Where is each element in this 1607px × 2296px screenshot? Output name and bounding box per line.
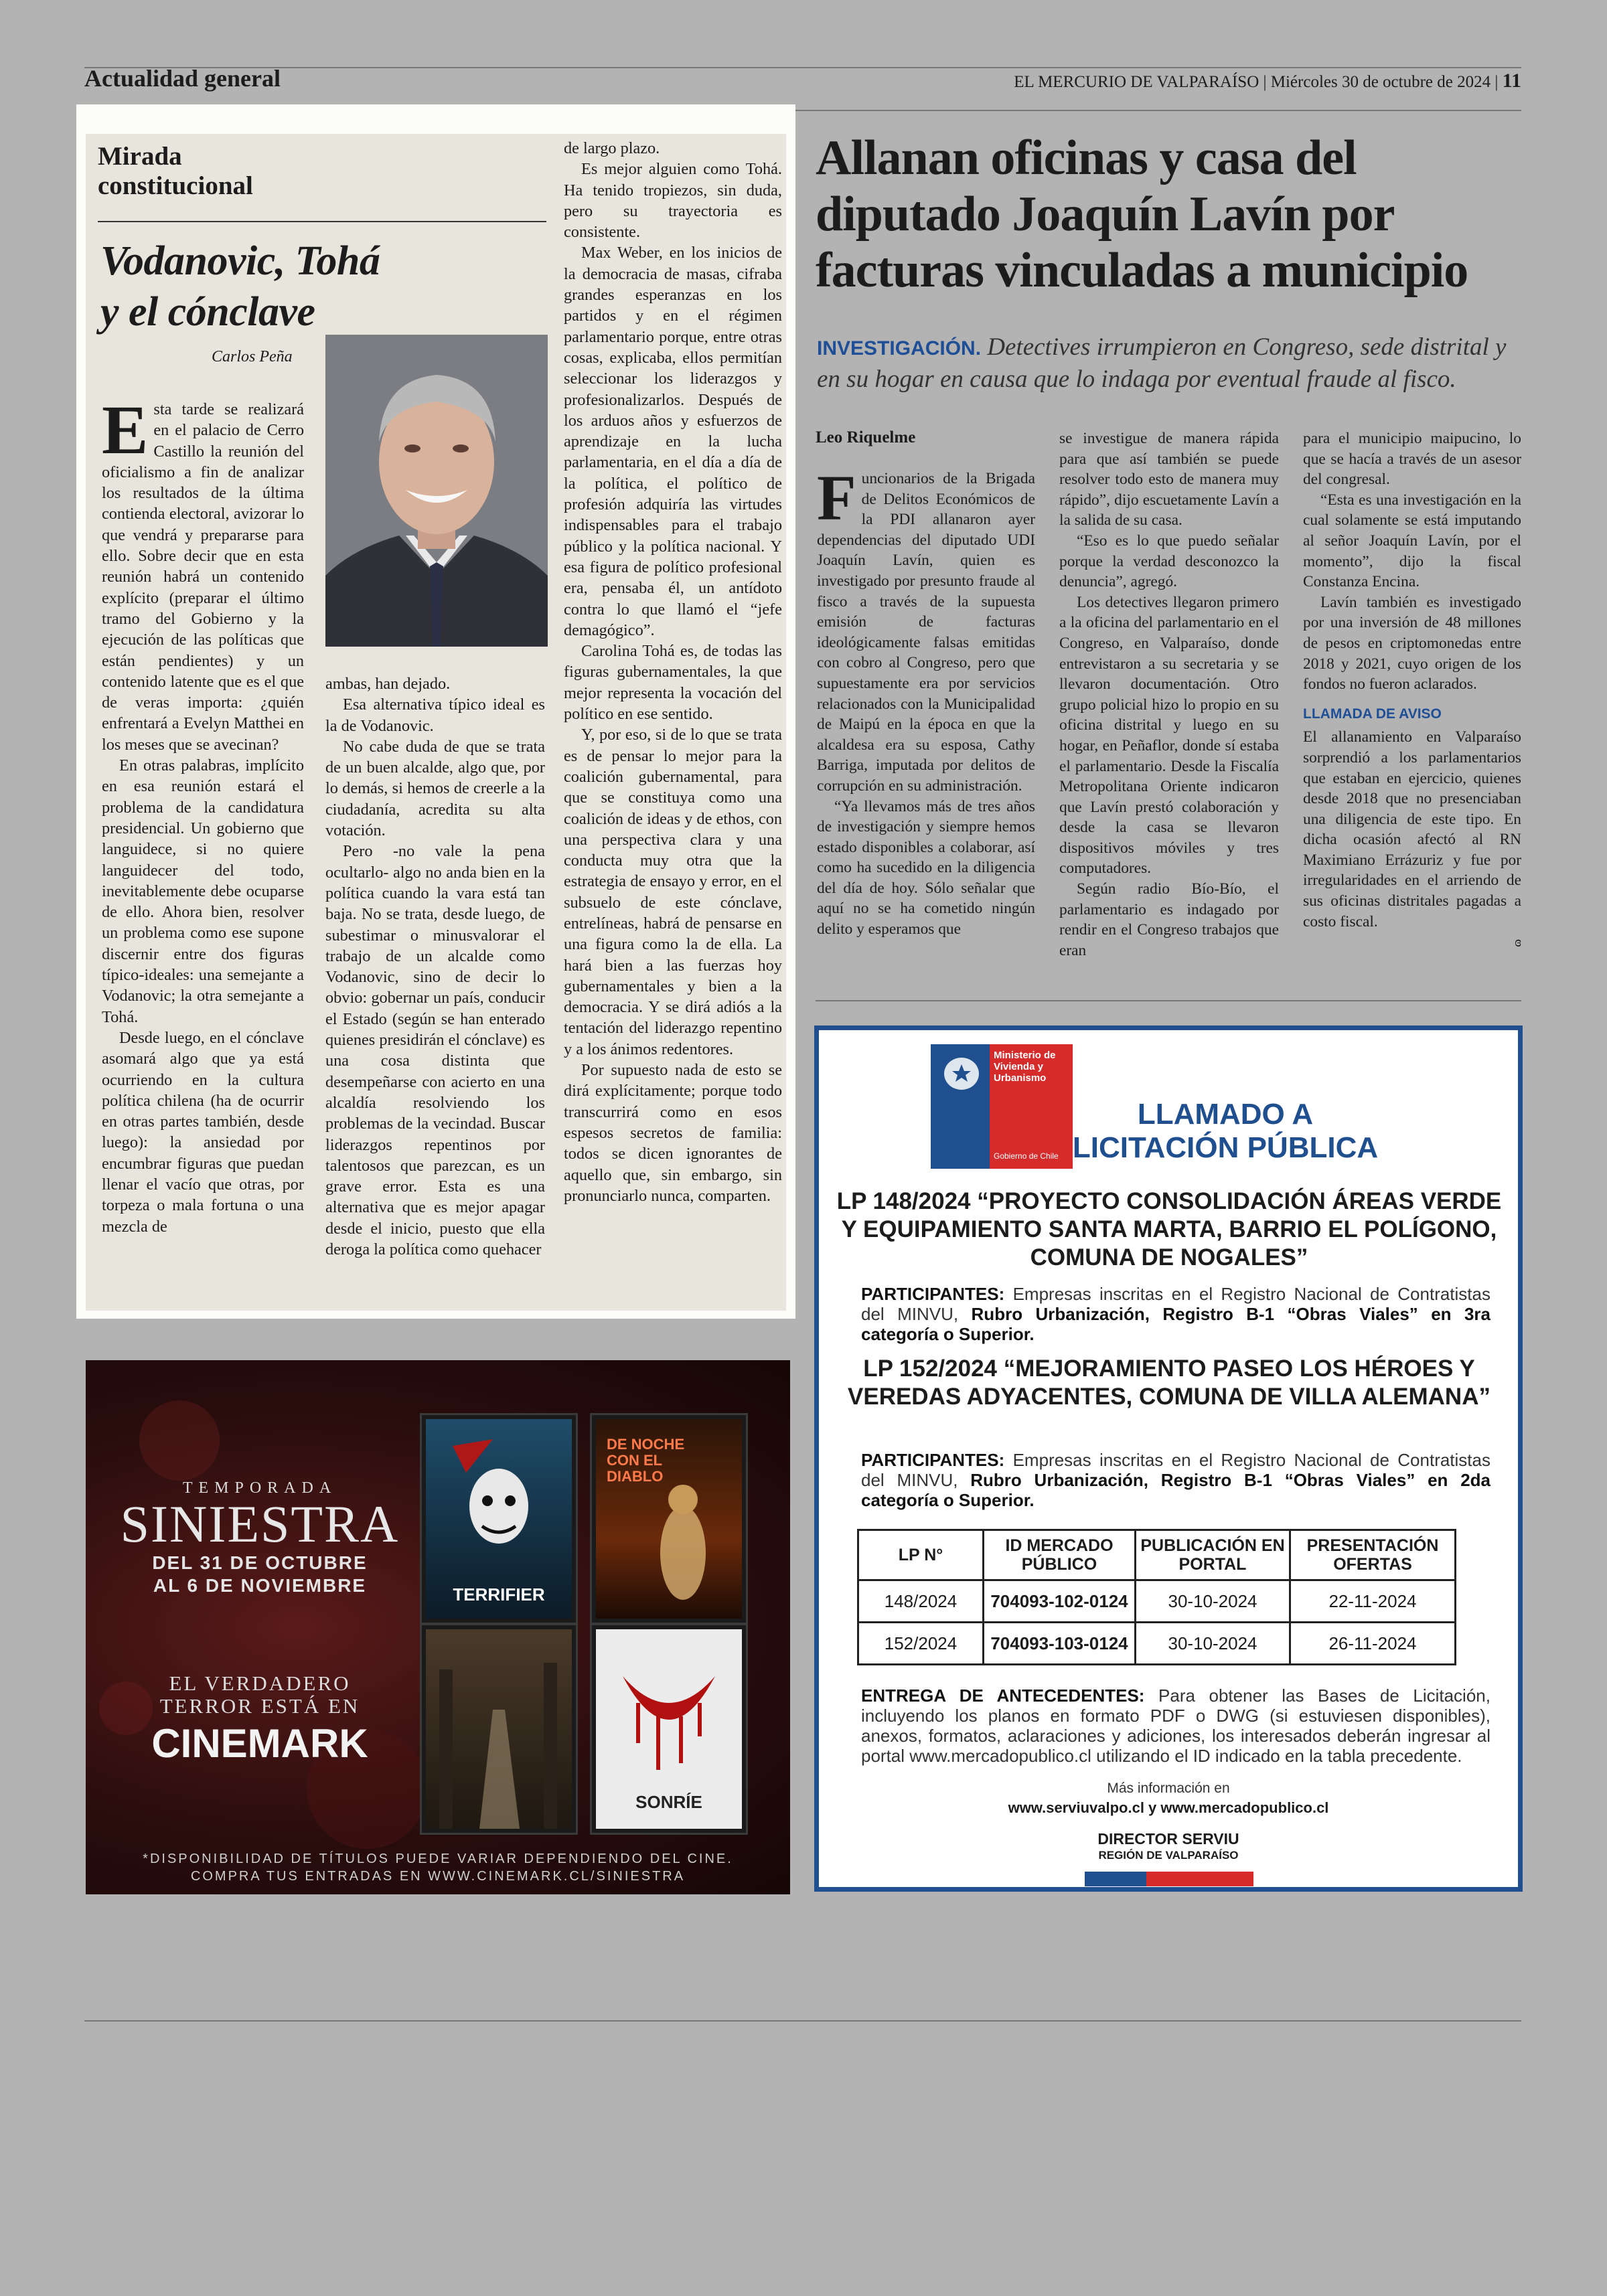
table-cell: 704093-102-0124 <box>984 1580 1136 1623</box>
entrega-label: ENTREGA DE ANTECEDENTES: <box>861 1686 1145 1706</box>
minvu-logo <box>931 1044 1073 1169</box>
paragraph: Es mejor alguien como Tohá. Ha tenido tropiezos, sin duda, pero su trayectoria es consistente. <box>564 160 782 242</box>
news-text-col1 <box>817 462 1035 940</box>
coat-of-arms-icon <box>935 1048 988 1095</box>
paragraph: “Eso es lo que puedo señalar porque la verdad desconozco la denuncia”, agregó. <box>1059 531 1279 591</box>
paragraph: sta tarde se realizará en el palacio de Cerro Castillo la reunión del oficialismo a fin de analizar los resultados de la última contienda electoral, avizorar lo que vendrá y prepararse para ello. Sobre decir que en esta reunión habrá un contenido explícito (preparar el último tramo del Gobierno y la ejecución de las políticas que están pendientes) y un contenido latente que es el que de veras importa: ¿quién enfrentará a Evelyn Matthei en los meses que se avecinan? <box>102 400 304 754</box>
lp1-requirement: Rubro Urbanización, Registro B-1 “Obras Viales” en 3ra categoría o Superior. <box>861 1304 1490 1344</box>
paragraph: “Ya llevamos más de tres años de investigación y siempre hemos estado disponibles a colaborar, así como ha sucedido en la diligencia del día de hoy. Sólo señalar que aquí no se ha cometido ningún delito y esperamos que <box>817 797 1035 938</box>
poster-de-noche-con-el-diablo[interactable] <box>592 1415 746 1623</box>
column-kicker: Mirada constitucional <box>98 142 253 200</box>
poster-sonrie[interactable] <box>592 1625 746 1833</box>
lp1-label: PARTICIPANTES: <box>861 1284 1005 1304</box>
paragraph: Pero -no vale la pena ocultarlo- algo no anda bien en la política cuando la vara está tan baja. No se trata, desde luego, de subestimar o minusvalorar el trabajo de un alcalde como Vodanovic, sino de decir lo obvio: gobernar un país, conducir el Estado (según se han enterado quienes presidirán el cónclave) es una cosa distinta que desempeñarse con acierto en una alcaldía resolviendo los problemas de la vecindad. Buscar liderazgos repentinos por talentosos que parezcan, es un grave error. Esta es una alternativa que es mejor apagar desde el inicio, puesto que ella deroga la política como quehacer <box>325 842 545 1259</box>
paragraph: Los detectives llegaron primero a la oficina del parlamentario en el Congreso, en Valparaíso, donde entrevistaron a su secretaria y se llevaron documentación. Otro grupo policial hizo lo propio en su oficina distrital y luego en su hogar, en Peñaflor, donde sí estaba el parlamentario. Desde la Fiscalía Metropolitana Oriente indicaron que Lavín prestó colaboración y desde la casa se llevaron dispositivos móviles y tres computadores. <box>1059 593 1279 878</box>
paragraph: ambas, han dejado. <box>325 675 451 693</box>
paragraph: “Esta es una investigación en la cual solamente se está imputando al señor Joaquín Lavín, por el momento”, dijo la fiscal Constanza Encina. <box>1303 491 1521 591</box>
aside-tag: LLAMADA DE AVISO <box>1303 706 1442 722</box>
aside-paragraph: El allanamiento en Valparaíso sorprendió a los parlamentarios que estaban en ejercicio, quienes desde 2018 que no presenciaban una diligencia de este tipo. En dicha ocasión afectó al RN Maximiano Errázuriz y fue por irregularidades en el arriendo de sus oficinas distritales pagadas a costo fiscal. <box>1303 728 1521 930</box>
table-header: LP N° <box>858 1530 984 1580</box>
lp2-requirement: Rubro Urbanización, Registro B-1 “Obras Viales” en 2da categoría o Superior. <box>861 1470 1490 1510</box>
paragraph: uncionarios de la Brigada de Delitos Económicos de la PDI allanaron ayer dependencias del diputado UDI Joaquín Lavín, quien es investigado por presunto fraude al fisco a través de la supuesta emisión de facturas ideológicamente falsas emitidas con cobro al Congreso, pero que supuestamente era por servicios relacionados con la Municipalidad de Maipú en la época en que la alcaldesa era su esposa, Cathy Barriga, imputada por delitos de corrupción en su administración. <box>817 470 1035 795</box>
entrega-text: Para obtener las Bases de Licitación, incluyendo los planos en formato PDF o DWG (si estuviesen disponibles), anexos, formatos, aclaraciones y adiciones, los interesados deberán ingresar al portal www.mercadopublico.cl utilizando el ID indicado en la tabla precedente. <box>861 1686 1490 1766</box>
table-header-row <box>858 1530 1456 1580</box>
news-subhead <box>817 332 1527 395</box>
table-cell: 152/2024 <box>858 1623 984 1665</box>
cinema-footnote: *DISPONIBILIDAD DE TÍTULOS PUEDE VARIAR DEPENDIENDO DEL CINE. COMPRA TUS ENTRADAS EN WWW.CINEMARK.CL/SINIESTRA <box>143 1852 733 1884</box>
news-headline: Allanan oficinas y casa del diputado Joaquín Lavín por facturas vinculadas a municipio <box>816 131 1468 298</box>
paragraph: Lavín también es investigado por una inversión de 48 millones de pesos en criptomonedas entre 2018 y 2021, cuyo origen de los fondos no fueron aclarados. <box>1303 593 1521 693</box>
forest-path-icon <box>426 1629 572 1829</box>
paragraph: se investigue de manera rápida para que así también se puede resolver todo esto de manera muy rápido”, dijo escuetamente Lavín a la salida de su casa. <box>1059 430 1279 529</box>
page-number: 11 <box>1502 70 1521 92</box>
masthead-paper: EL MERCURIO DE VALPARAÍSO | Miércoles 30 de octubre de 2024 | <box>1014 73 1499 91</box>
column-text-col3 <box>564 138 782 1206</box>
lp2-participants <box>861 1450 1490 1510</box>
paragraph: En otras palabras, implícito en esa reunión estará el problema de la candidatura presidencial. Un gobierno que languidece, si no quiere languidecer del todo, inevitablemente debe ocuparse de ello. Ahora bien, resolver un problema como ese supone discernir entre dos figuras típico-ideales: una semejante a Vodanovic; la otra semejante a Tohá. <box>102 756 304 1026</box>
paragraph: Por supuesto nada de esto se dirá explícitamente; porque todo transcurrirá como en esos espesos secretos de familia: todos se dicen ignorantes de aquello que, sin embargo, sin pronunciarlo nunca, comparten. <box>564 1061 782 1205</box>
paragraph: No cabe duda de que se trata de un buen alcalde, algo que, por lo demás, si hemos de creerle a la ciudadanía, acredita su alta votación. <box>325 737 545 840</box>
flag-stripe-blue <box>1085 1872 1146 1886</box>
table-cell: 26-11-2024 <box>1290 1623 1456 1665</box>
paragraph: Max Weber, en los inicios de la democracia de masas, cifraba grandes esperanzas en los partidos y en el régimen parlamentario porque, entre otras cosas, explicaba, ellos permitían seleccionar los liderazgos y profesionalizarlos. Después de los arduos años y esfuerzos de aprendizaje en la lucha parlamentaria, en el día a día de la política, el político de profesión adquiría las virtudes indispensables para el trabajo público y la política nacional. Y esa figura de político profesional era, pensaba él, un antídoto contra lo que llamó el “jefe demagógico”. <box>564 244 782 639</box>
gov-label: Gobierno de Chile <box>994 1151 1059 1161</box>
ministry-name: Ministerio de Vivienda y Urbanismo <box>994 1050 1056 1084</box>
cinema-dates: DEL 31 DE OCTUBRE AL 6 DE NOVIEMBRE <box>152 1552 368 1596</box>
column-text-col2 <box>325 673 545 1260</box>
section-label: Actualidad general <box>84 65 281 92</box>
flag-stripe-red <box>1146 1872 1253 1886</box>
poster-haunted-path[interactable] <box>422 1625 576 1833</box>
lp2-label: PARTICIPANTES: <box>861 1450 1005 1470</box>
column-dropcap: E <box>102 392 149 469</box>
column-text-col1 <box>102 392 304 1237</box>
paragraph: Y, por eso, si de lo que se trata es de pensar lo mejor para la coalición gubernamental, para que se constituya como una coalición de ideas y de ethos, con una perspectiva clara y una conducta muy otra que la estrategia de ensayo y error, en el subsuelo de este cónclave, entrelíneas, habrá de pensarse en una figura como la de ella. La hará bien a las fuerzas hoy gubernamentales y bien a la democracia. Y se dirá adiós a la tentación del liderazgo repentino y a los ánimos redentores. <box>564 726 782 1058</box>
kicker-rule <box>98 221 546 222</box>
licitacion-title: LLAMADO A LICITACIÓN PÚBLICA <box>1072 1098 1379 1164</box>
licitacion-table <box>857 1529 1456 1665</box>
paragraph: Desde luego, en el cónclave asomará algo que ya está ocurriendo en la cultura política chilena (ha de ocurrir en otras partes también, desde luego): la ansiedad por encumbrar figuras que puedan llenar el vacío que otras, por torpeza o mala fortuna o una mezcla de <box>102 1028 304 1236</box>
table-header: PUBLICACIÓN EN PORTAL <box>1136 1530 1290 1580</box>
info-links[interactable]: www.serviuvalpo.cl y www.mercadopublico.cl <box>1008 1799 1329 1816</box>
cinema-temporada: TEMPORADA <box>182 1479 337 1497</box>
news-subhead-text: Detectives irrumpieron en Congreso, sede distrital y en su hogar en causa que lo indaga por eventual fraude al fisco. <box>817 333 1507 393</box>
table-cell: 148/2024 <box>858 1580 984 1623</box>
news-text-col2 <box>1059 428 1279 961</box>
table-cell: 30-10-2024 <box>1136 1623 1290 1665</box>
cinemark-logo: CINEMARK <box>151 1721 368 1766</box>
top-rule <box>84 67 1521 68</box>
lp1-participants <box>861 1284 1490 1344</box>
paragraph: Esa alternativa típico ideal es la de Vodanovic. <box>325 695 545 735</box>
column-byline: Carlos Peña <box>212 348 293 365</box>
news-bottom-rule <box>816 1000 1521 1001</box>
lp2-text: Empresas inscritas en el Registro Nacional de Contratistas del MINVU, <box>861 1450 1490 1490</box>
masthead <box>1014 70 1521 92</box>
lp1-text: Empresas inscritas en el Registro Nacional de Contratistas del MINVU, <box>861 1284 1490 1324</box>
table-cell: 30-10-2024 <box>1136 1580 1290 1623</box>
more-info: Más información en <box>1107 1781 1230 1796</box>
news-text-col3 <box>1303 428 1521 953</box>
director-label: DIRECTOR SERVIU <box>1097 1830 1239 1848</box>
news-tag: INVESTIGACIÓN. <box>817 337 982 359</box>
paragraph: de largo plazo. <box>564 139 660 157</box>
poster-terrifier[interactable] <box>422 1415 576 1623</box>
table-row <box>858 1623 1456 1665</box>
paragraph: Según radio Bío-Bío, el parlamentario es indagado por rendir en el Congreso trabajos que eran <box>1059 880 1279 959</box>
table-cell: 22-11-2024 <box>1290 1580 1456 1623</box>
entrega-antecedentes <box>861 1686 1490 1766</box>
lp2-title: LP 152/2024 “MEJORAMIENTO PASEO LOS HÉROES Y VEREDAS ADYACENTES, COMUNA DE VILLA ALEMANA” <box>848 1356 1490 1410</box>
poster-title: TERRIFIER <box>453 1584 545 1605</box>
news-dropcap: F <box>817 462 856 534</box>
cinema-title: SINIESTRA <box>120 1495 400 1553</box>
bottom-rule <box>84 2020 1521 2022</box>
cinema-tagline: EL VERDADERO TERROR ESTÁ EN <box>159 1671 360 1718</box>
author-portrait <box>325 335 548 647</box>
table-header: ID MERCADO PÚBLICO <box>984 1530 1136 1580</box>
end-mark: ɞ <box>1515 933 1521 951</box>
table-header: PRESENTACIÓN OFERTAS <box>1290 1530 1456 1580</box>
table-row <box>858 1580 1456 1623</box>
column-title: Vodanovic, Tohá y el cónclave <box>100 238 380 335</box>
news-byline: Leo Riquelme <box>816 428 916 446</box>
region-label: REGIÓN DE VALPARAÍSO <box>1098 1849 1239 1862</box>
paragraph: para el municipio maipucino, lo que se hacía a través de un asesor del congresal. <box>1303 430 1521 489</box>
lp1-title: LP 148/2024 “PROYECTO CONSOLIDACIÓN ÁREAS VERDE Y EQUIPAMIENTO SANTA MARTA, BARRIO EL POLÍGONO, COMUNA DE NOGALES” <box>836 1188 1502 1270</box>
table-cell: 704093-103-0124 <box>984 1623 1136 1665</box>
paragraph: Carolina Tohá es, de todas las figuras gubernamentales, la que mejor representa la vocación del político en ese sentido. <box>564 642 782 724</box>
poster-title: SONRÍE <box>635 1792 702 1812</box>
poster-title: DE NOCHE CON EL DIABLO <box>607 1436 685 1485</box>
